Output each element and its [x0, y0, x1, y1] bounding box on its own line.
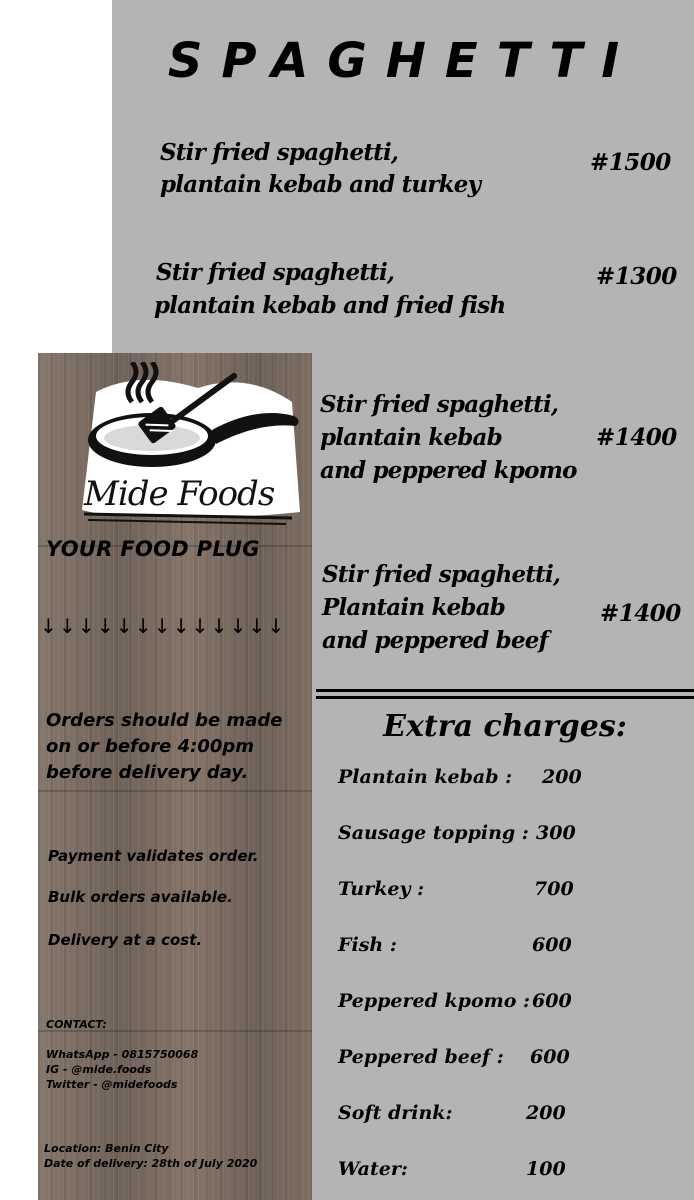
menu-item-price: #1400 [596, 424, 677, 451]
charge-value: 100 [526, 1158, 566, 1180]
location-city: Location: Benin City [44, 1142, 169, 1155]
wood-seam [38, 790, 312, 792]
charge-label: Peppered beef : [338, 1046, 504, 1068]
menu-item-name-line: Stir fried spaghetti, [156, 259, 395, 286]
menu-item-name-line: Plantain kebab [322, 594, 506, 621]
contact-instagram: IG - @mide.foods [46, 1063, 152, 1076]
menu-item-name-line: Stir fried spaghetti, [320, 391, 559, 418]
bulk-note: Bulk orders available. [48, 888, 233, 906]
contact-twitter: Twitter - @midefoods [46, 1078, 178, 1091]
menu-title: SPAGHETTI [167, 33, 639, 89]
charge-label: Peppered kpomo : [338, 990, 531, 1012]
charge-label: Fish : [338, 934, 397, 956]
menu-item-name-line: plantain kebab and turkey [160, 171, 481, 198]
charge-value: 600 [530, 1046, 570, 1068]
delivery-note: Delivery at a cost. [48, 931, 203, 949]
extra-charges-title: Extra charges: [383, 709, 627, 744]
charge-value: 600 [532, 990, 572, 1012]
location-delivery-date: Date of delivery: 28th of July 2020 [44, 1157, 258, 1170]
charge-label: Water: [338, 1158, 408, 1180]
charge-value: 600 [532, 934, 572, 956]
charge-value: 200 [526, 1102, 566, 1124]
tagline: YOUR FOOD PLUG [46, 537, 260, 561]
menu-item-name-line: and peppered kpomo [320, 457, 577, 484]
contact-whatsapp: WhatsApp - 0815750068 [46, 1048, 199, 1061]
charge-value: 300 [536, 822, 576, 844]
menu-item-name-line: plantain kebab [320, 424, 502, 451]
menu-item-name-line: Stir fried spaghetti, [160, 139, 399, 166]
payment-note: Payment validates order. [48, 847, 259, 865]
down-arrows-row: ↓↓↓↓↓↓↓↓↓↓↓↓↓ [40, 614, 287, 638]
section-divider [316, 689, 694, 699]
menu-item-name-line: Stir fried spaghetti, [322, 561, 561, 588]
charge-label: Turkey : [338, 878, 425, 900]
charge-label: Soft drink: [338, 1102, 453, 1124]
charge-value: 200 [542, 766, 582, 788]
charge-label: Sausage topping : [338, 822, 529, 844]
charge-value: 700 [534, 878, 574, 900]
menu-item-name-line: and peppered beef [322, 627, 548, 654]
menu-item-name-line: plantain kebab and fried fish [154, 292, 506, 319]
menu-item-price: #1300 [596, 263, 677, 290]
order-deadline-line: Orders should be made [46, 710, 283, 731]
charge-label: Plantain kebab : [338, 766, 513, 788]
contact-heading: CONTACT: [46, 1018, 107, 1031]
order-deadline-line: before delivery day. [46, 762, 249, 783]
logo-text: Mide Foods [84, 474, 275, 514]
menu-item-price: #1400 [600, 600, 681, 627]
menu-item-price: #1500 [590, 149, 671, 176]
order-deadline-line: on or before 4:00pm [46, 736, 255, 757]
